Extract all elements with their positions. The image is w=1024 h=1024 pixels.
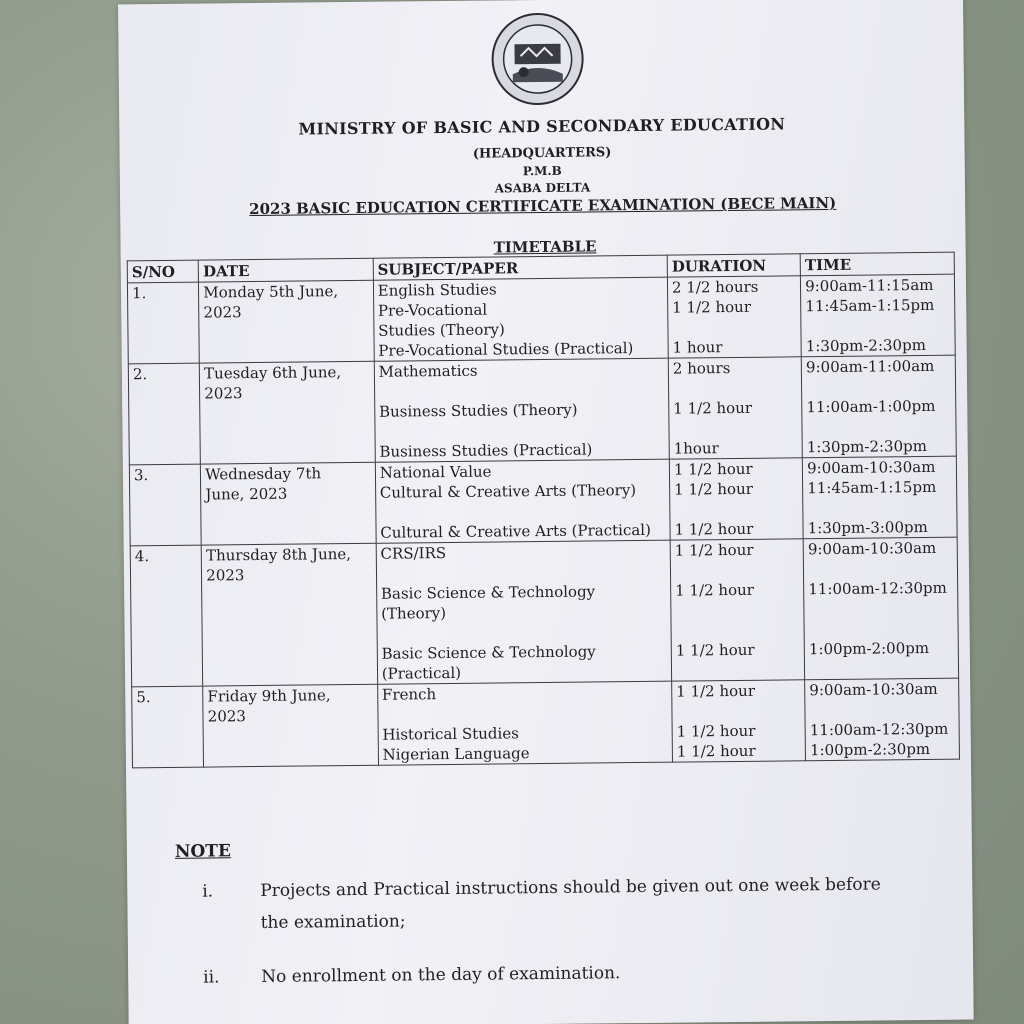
row-times (801, 274, 956, 357)
timetable-heading: TIMETABLE (493, 237, 597, 257)
row-date (201, 462, 376, 545)
note-heading: NOTE (174, 841, 231, 862)
subject: Nigerian Language (382, 744, 530, 764)
date-line: Monday 5th June, (203, 282, 339, 302)
subject: Business Studies (Theory) (378, 400, 578, 421)
duration: 1 1/2 hour (674, 540, 754, 560)
duration: 1 1/2 hour (674, 519, 754, 539)
row-subjects (377, 681, 672, 765)
subject: Basic Science & Technology (381, 642, 596, 663)
note-number: ii. (203, 967, 220, 988)
date-line: Wednesday 7th (205, 464, 322, 484)
note-item (203, 954, 963, 996)
duration: 1 1/2 hour (672, 297, 752, 317)
subject: Business Studies (Practical) (379, 440, 593, 461)
table-row (127, 274, 955, 364)
date-line: Tuesday 6th June, (204, 363, 342, 383)
duration: 1hour (673, 439, 719, 458)
row-times (803, 537, 958, 680)
pmb-label: P.M.B (522, 163, 562, 179)
time: 1:30pm-2:30pm (806, 436, 928, 457)
row-date (200, 361, 376, 464)
ministry-seal-icon (490, 12, 585, 107)
row-date (199, 280, 374, 363)
note-text: No enrollment on the day of examination. (261, 963, 621, 987)
row-subjects (376, 540, 672, 684)
row-durations (667, 276, 801, 358)
duration: 1 1/2 hour (676, 741, 756, 761)
subject: Cultural & Creative Arts (Theory) (379, 481, 637, 502)
date-year: 2023 (204, 384, 243, 403)
duration: 1 1/2 hour (676, 681, 756, 701)
time: 9:00am-10:30am (806, 457, 936, 478)
subject: Historical Studies (382, 724, 519, 744)
date-line: Thursday 8th June, (205, 545, 352, 565)
row-times (802, 456, 957, 539)
date-year: 2023 (207, 707, 246, 726)
ministry-title: MINISTRY OF BASIC AND SECONDARY EDUCATION (298, 114, 786, 139)
subject: French (381, 685, 437, 704)
duration: 2 1/2 hours (671, 277, 759, 297)
time: 11:00am-12:30pm (808, 578, 947, 599)
timetable-document (118, 0, 974, 1024)
subject: Pre-Vocational Studies (Practical) (378, 339, 634, 360)
subject: CRS/IRS (380, 544, 447, 563)
duration: 1 1/2 hour (673, 459, 753, 479)
time: 11:00am-12:30pm (809, 719, 949, 740)
row-times (805, 678, 960, 761)
row-sno: 1. (127, 282, 199, 364)
time: 1:30pm-3:00pm (807, 517, 928, 538)
duration: 1 1/2 hour (674, 479, 753, 499)
row-subjects (375, 459, 670, 543)
note-text: Projects and Practical instructions should be given out one week before the examination; (260, 874, 881, 933)
time: 11:00am-1:00pm (806, 396, 936, 417)
row-times (801, 355, 956, 458)
timetable-table (127, 252, 960, 769)
location-label: ASABA DELTA (494, 180, 591, 196)
column-header-subject: SUBJECT/PAPER (373, 255, 667, 280)
duration: 1 hour (672, 338, 723, 357)
time: 9:00am-10:30am (809, 679, 938, 700)
time: 9:00am-11:00am (805, 356, 935, 377)
duration: 1 1/2 hour (676, 721, 756, 741)
duration: 1 1/2 hour (673, 398, 753, 418)
note-number: i. (202, 881, 214, 902)
subject: Studies (Theory) (378, 320, 505, 340)
time: 1:00pm-2:30pm (809, 739, 931, 760)
time: 11:45am-1:15pm (807, 477, 937, 498)
date-year: June, 2023 (205, 484, 288, 504)
subject: Mathematics (378, 361, 478, 381)
column-header-duration: DURATION (667, 254, 800, 277)
column-header-sno: S/NO (127, 260, 198, 283)
table-row (130, 537, 958, 687)
subject: (Practical) (381, 663, 462, 683)
exam-title: 2023 BASIC EDUCATION CERTIFICATE EXAMINATION (BECE MAIN) (249, 193, 837, 219)
headquarters-label: (HEADQUARTERS) (472, 145, 612, 162)
subject: Pre-Vocational (377, 300, 488, 320)
duration: 2 hours (672, 359, 731, 378)
time: 11:45am-1:15pm (805, 295, 935, 316)
row-durations (669, 458, 803, 540)
table-row (128, 355, 956, 465)
row-subjects (373, 277, 668, 361)
row-date (203, 684, 378, 767)
subject: Cultural & Creative Arts (Practical) (380, 520, 651, 542)
duration: 1 1/2 hour (675, 640, 755, 660)
time: 1:00pm-2:00pm (808, 638, 930, 659)
date-year: 2023 (203, 303, 242, 322)
row-sno: 4. (130, 545, 203, 687)
row-durations (670, 539, 805, 681)
row-sno: 2. (128, 363, 200, 465)
row-date (201, 543, 377, 686)
duration: 1 1/2 hour (675, 580, 755, 600)
note-item (202, 868, 963, 946)
subject: (Theory) (381, 604, 447, 623)
time: 1:30pm-2:30pm (805, 335, 926, 356)
subject: Basic Science & Technology (380, 582, 596, 603)
row-sno: 5. (132, 686, 204, 768)
subject: National Value (379, 462, 492, 482)
date-year: 2023 (206, 566, 245, 585)
column-header-date: DATE (198, 258, 373, 282)
row-durations (672, 680, 806, 762)
date-line: Friday 9th June, (207, 686, 331, 706)
row-subjects (374, 358, 669, 462)
row-durations (668, 357, 802, 459)
subject: English Studies (377, 280, 497, 300)
table-row (132, 678, 960, 768)
column-header-time: TIME (800, 252, 954, 276)
row-sno: 3. (129, 464, 201, 546)
time: 9:00am-10:30am (807, 538, 937, 559)
time: 9:00am-11:15am (805, 275, 934, 296)
table-row (129, 456, 957, 546)
